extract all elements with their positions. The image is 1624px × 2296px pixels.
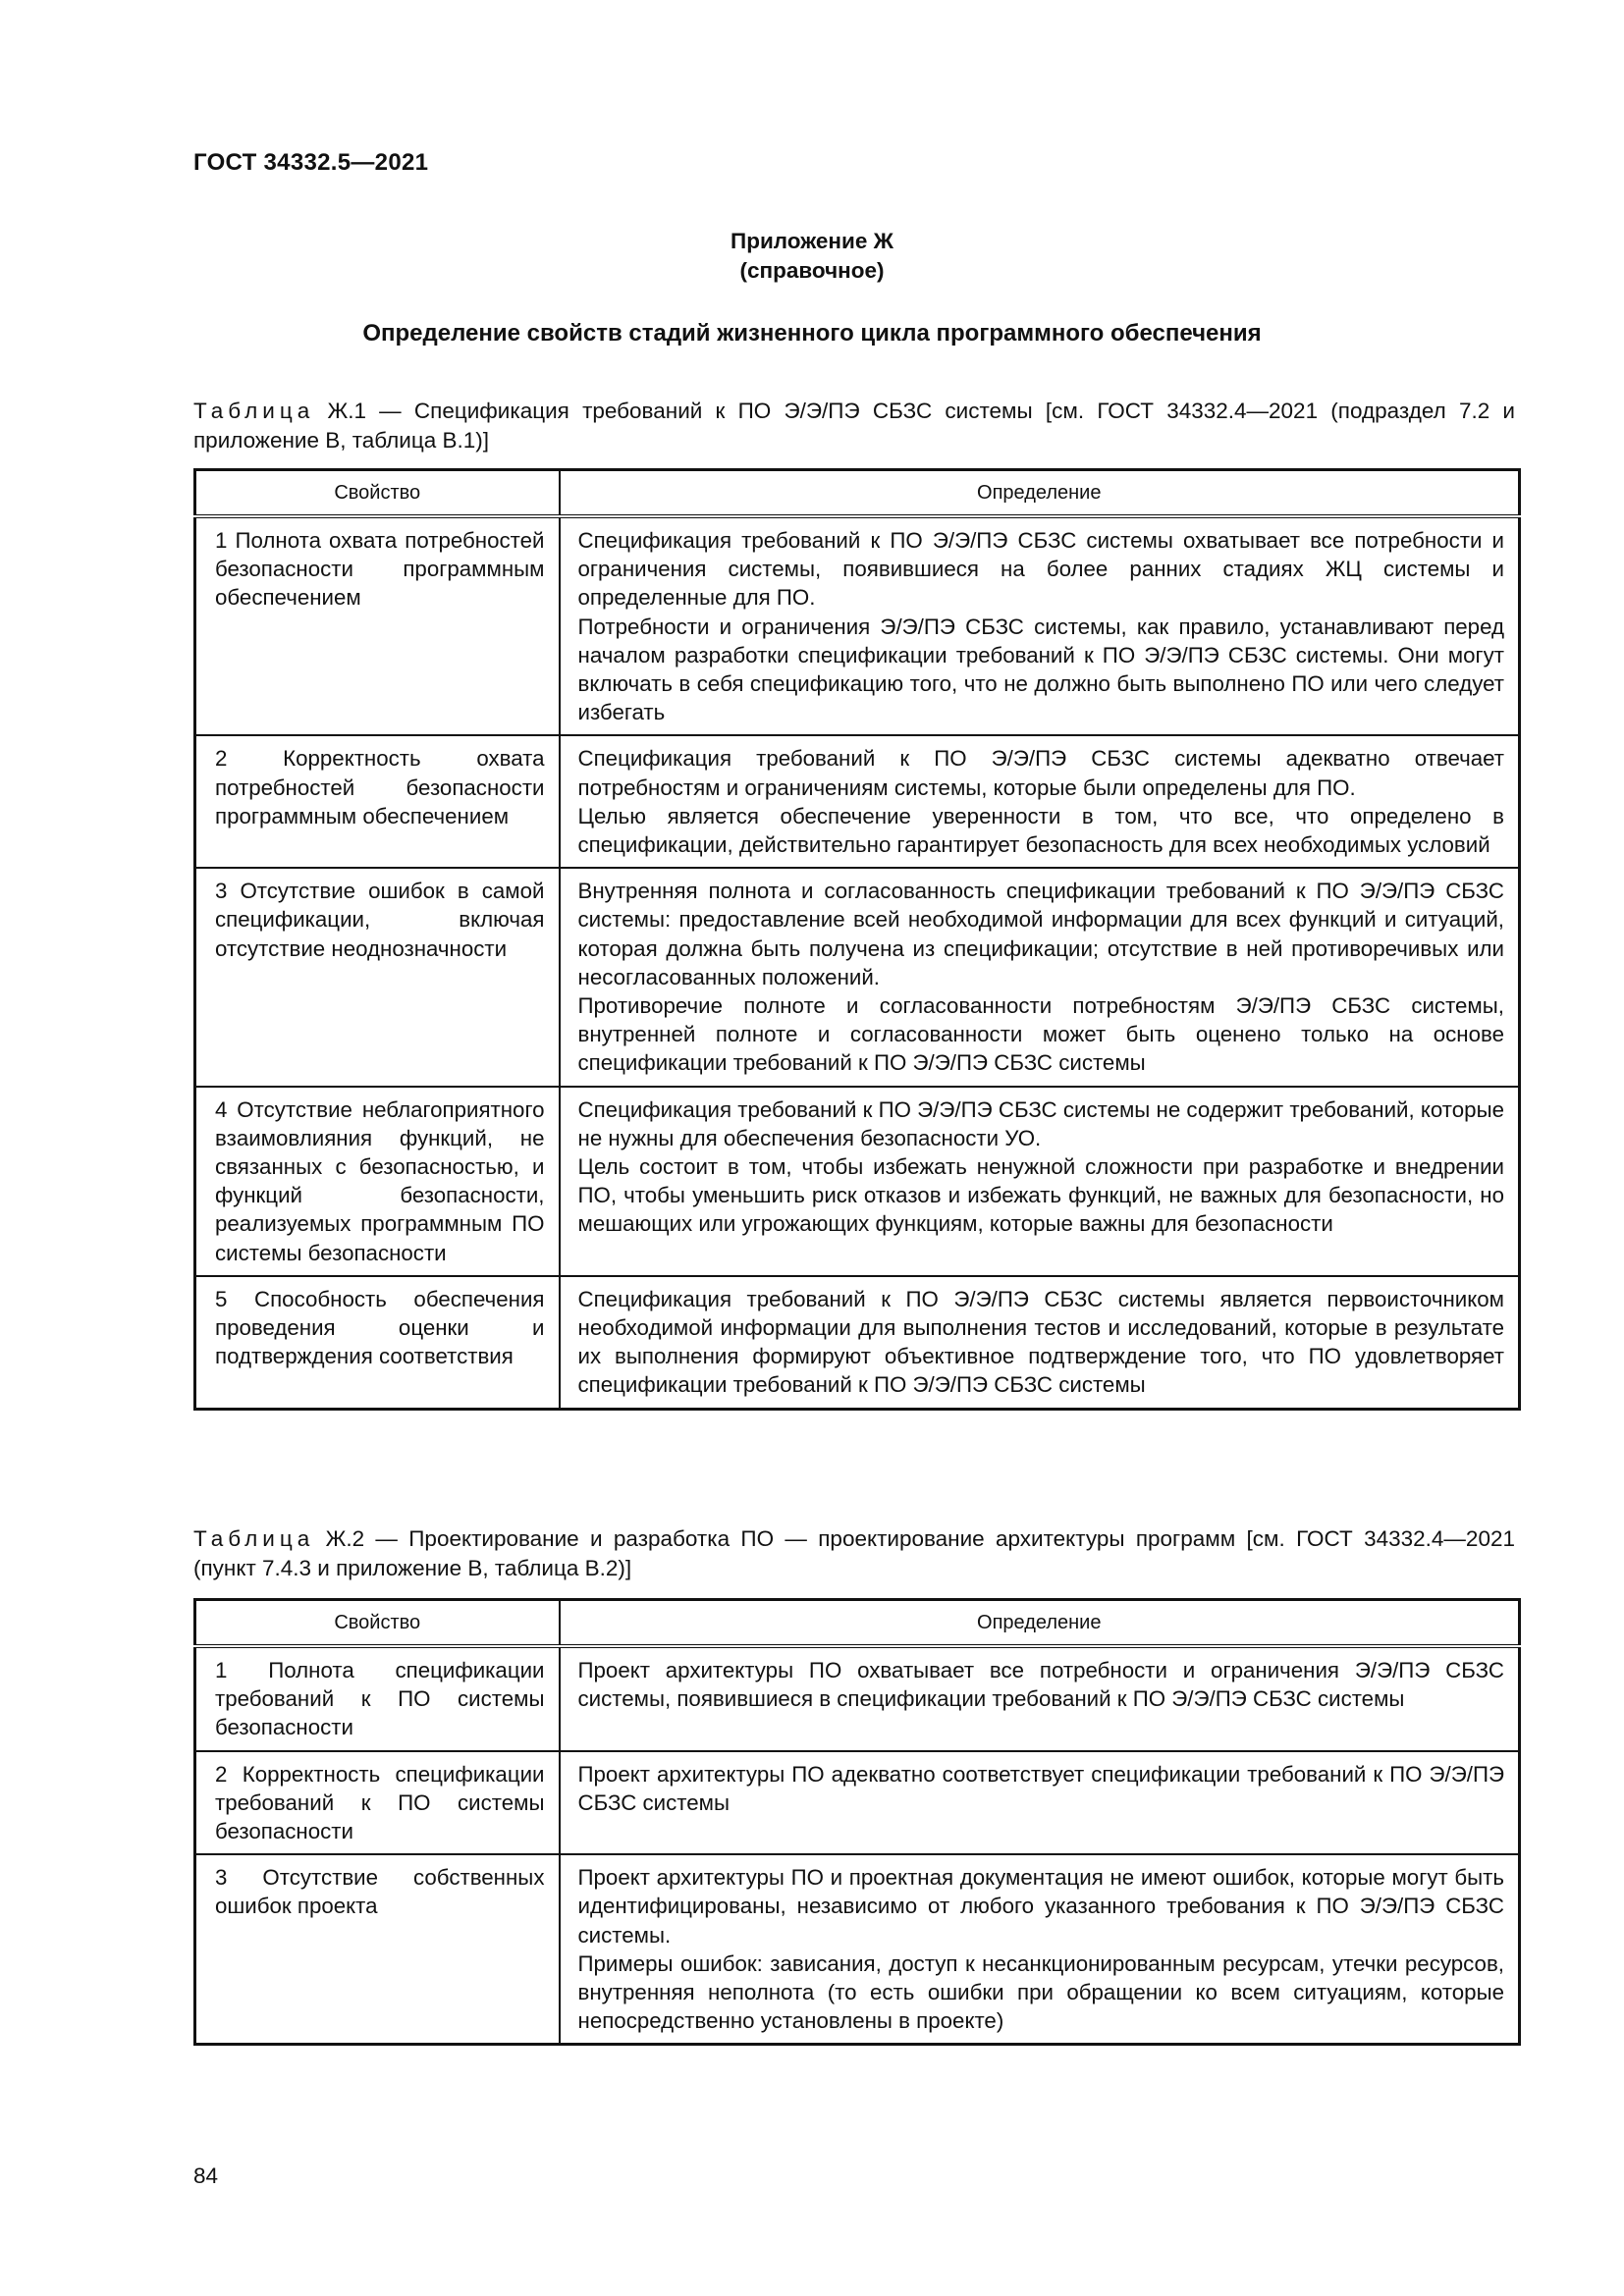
- table-row: [195, 1854, 1520, 2045]
- definition-paragraph: Примеры ошибок: зависания, доступ к несанкционированным ресурсам, утечки ресурсов, внутренняя неполнота (то есть ошибки при обращении ко всем ситуациям, которые непосредственно установлены в проекте): [577, 1950, 1504, 2034]
- definition-cell: [560, 1751, 1520, 1855]
- definition-paragraph: Проект архитектуры ПО и проектная документация не имеют ошибок, которые могут быть идентифицированы, независимо от любого указанного требования к ПО Э/Э/ПЭ СБЗС системы.: [577, 1865, 1504, 1948]
- appendix-subtitle: (справочное): [739, 258, 885, 283]
- section-title: Определение свойств стадий жизненного цикла программного обеспечения: [362, 320, 1262, 347]
- table1-caption-label: Таблица: [193, 399, 315, 423]
- property-cell: 4 Отсутствие неблагоприятного взаимовлияния функций, не связанных с безопасностью, и функций безопасности, реализуемых программным ПО системы безопасности: [195, 1087, 560, 1276]
- definition-cell: [560, 516, 1520, 735]
- table1: [193, 468, 1521, 1411]
- table2-caption-text: Ж.2 — Проектирование и разработка ПО — проектирование архитектуры программ [см. ГОСТ 34332.4—2021 (пункт 7.4.3 и приложение В, таблица В.2)]: [193, 1526, 1515, 1580]
- definition-paragraph: Спецификация требований к ПО Э/Э/ПЭ СБЗС системы охватывает все потребности и ограничения системы, появившиеся на более ранних стадиях ЖЦ системы и определенные для ПО.: [577, 528, 1504, 611]
- property-cell: 2 Корректность спецификации требований к ПО системы безопасности: [195, 1751, 560, 1855]
- table-row: [195, 868, 1520, 1086]
- definition-paragraph: Проект архитектуры ПО охватывает все потребности и ограничения Э/Э/ПЭ СБЗС системы, появившиеся в спецификации требований к ПО Э/Э/ПЭ СБЗС системы: [577, 1658, 1504, 1712]
- definition-paragraph: Противоречие полноте и согласованности потребностям Э/Э/ПЭ СБЗС системы, внутренней полноте и согласованности может быть оценено только на основе спецификации требований к ПО Э/Э/ПЭ СБЗС системы: [577, 993, 1504, 1076]
- definition-paragraph: Спецификация требований к ПО Э/Э/ПЭ СБЗС системы является первоисточником необходимой информации для выполнения тестов и исследований, которые в результате их выполнения формируют объективное подтверждение того, что ПО удовлетворяет спецификации требований к ПО Э/Э/ПЭ СБЗС системы: [577, 1286, 1504, 1398]
- table2: [193, 1598, 1521, 2046]
- definition-paragraph: Спецификация требований к ПО Э/Э/ПЭ СБЗС системы адекватно отвечает потребностям и ограничениям системы, которые были определены для ПО.: [577, 746, 1504, 800]
- definition-cell: [560, 735, 1520, 868]
- table-row: [195, 516, 1520, 735]
- definition-paragraph: Цель состоит в том, чтобы избежать ненужной сложности при разработке и внедрении ПО, чтобы уменьшить риск отказов и избежать функций, не важных для безопасности, но мешающих или угрожающих функциям, которые важны для безопасности: [577, 1154, 1504, 1237]
- appendix-title: Приложение Ж: [731, 229, 893, 253]
- definition-cell: [560, 1646, 1520, 1751]
- table2-caption-label: Таблица: [193, 1526, 315, 1551]
- table2-header-property: Свойство: [195, 1600, 560, 1647]
- table-row: [195, 1751, 1520, 1855]
- table1-caption: [193, 397, 1515, 455]
- table-row: [195, 1276, 1520, 1409]
- table2-header-row: [195, 1600, 1520, 1647]
- page-number: 84: [193, 2163, 219, 2188]
- table1-header-definition: Определение: [560, 470, 1520, 517]
- property-cell: 2 Корректность охвата потребностей безопасности программным обеспечением: [195, 735, 560, 868]
- property-cell: 5 Способность обеспечения проведения оценки и подтверждения соответствия: [195, 1276, 560, 1409]
- definition-cell: [560, 1276, 1520, 1409]
- property-cell: 3 Отсутствие ошибок в самой спецификации, включая отсутствие неоднозначности: [195, 868, 560, 1086]
- definition-paragraph: Спецификация требований к ПО Э/Э/ПЭ СБЗС системы не содержит требований, которые не нужны для обеспечения безопасности УО.: [577, 1096, 1504, 1150]
- definition-cell: [560, 1087, 1520, 1276]
- definition-paragraph: Проект архитектуры ПО адекватно соответствует спецификации требований к ПО Э/Э/ПЭ СБЗС системы: [577, 1761, 1504, 1815]
- table2-header-definition: Определение: [560, 1600, 1520, 1647]
- table1-caption-text: Ж.1 — Спецификация требований к ПО Э/Э/ПЭ СБЗС системы [см. ГОСТ 34332.4—2021 (подраздел 7.2 и приложение В, таблица В.1)]: [193, 399, 1515, 453]
- definition-paragraph: Внутренняя полнота и согласованность спецификации требований к ПО Э/Э/ПЭ СБЗС системы: предоставление всей необходимой информации для всех функций и ситуаций, которая должна быть получена из спецификации; отсутствие в ней противоречивых или несогласованных положений.: [577, 879, 1504, 989]
- table1-header-row: [195, 470, 1520, 517]
- table-row: [195, 1087, 1520, 1276]
- definition-cell: [560, 868, 1520, 1086]
- appendix-heading: [0, 227, 1624, 286]
- property-cell: 1 Полнота спецификации требований к ПО системы безопасности: [195, 1646, 560, 1751]
- table-row: [195, 735, 1520, 868]
- property-cell: 3 Отсутствие собственных ошибок проекта: [195, 1854, 560, 2045]
- definition-paragraph: Целью является обеспечение уверенности в том, что все, что определено в спецификации, действительно гарантирует безопасность для всех необходимых условий: [577, 803, 1504, 858]
- table-row: [195, 1646, 1520, 1751]
- definition-cell: [560, 1854, 1520, 2045]
- definition-paragraph: Потребности и ограничения Э/Э/ПЭ СБЗС системы, как правило, устанавливают перед началом разработки спецификации требований к ПО Э/Э/ПЭ СБЗС системы. Они могут включать в себя спецификацию того, что не должно быть выполнено ПО или чего следует избегать: [577, 614, 1504, 725]
- table1-header-property: Свойство: [195, 470, 560, 517]
- property-cell: 1 Полнота охвата потребностей безопасности программным обеспечением: [195, 516, 560, 735]
- table2-caption: [193, 1524, 1515, 1583]
- document-code: ГОСТ 34332.5—2021: [193, 149, 429, 176]
